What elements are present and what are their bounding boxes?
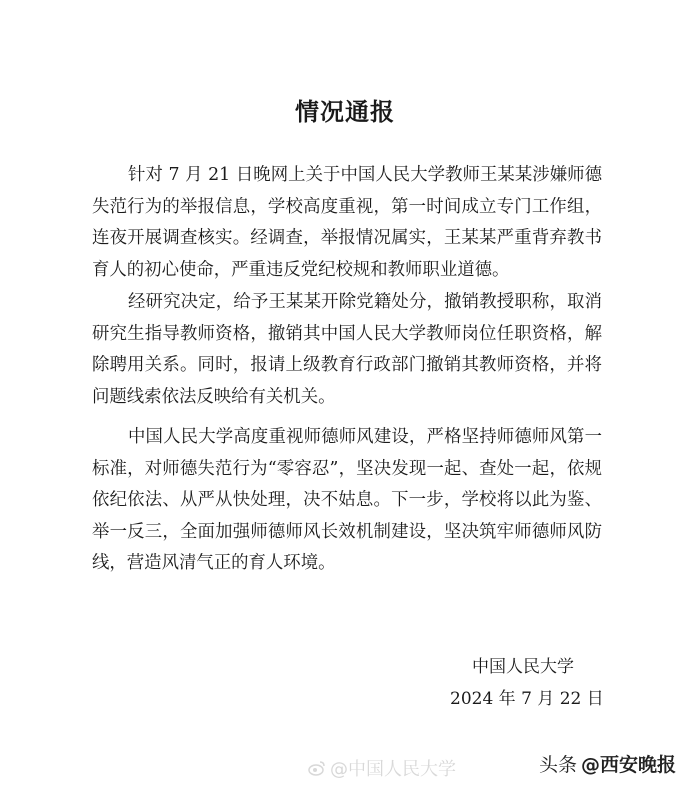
paragraph-1: 针对 7 月 21 日晚网上关于中国人民大学教师王某某涉嫌师德失范行为的举报信息，学校高度重视，第一时间成立专门工作组，连夜开展调查核实。经调查，举报情况属实，王某某严重背弃教书育人的初心使命，严重违反党纪校规和教师职业道德。 bbox=[92, 165, 602, 280]
toutiao-watermark bbox=[539, 750, 676, 777]
signature-organization: 中国人民大学 bbox=[472, 657, 574, 677]
weibo-watermark-text: @中国人民大学 bbox=[330, 759, 456, 780]
weibo-watermark bbox=[308, 755, 456, 781]
paragraph-3: 中国人民大学高度重视师德师风建设，严格坚持师德师风第一标准，对师德失范行为“零容忍”，坚决发现一起、查处一起，依规依纪依法、从严从快处理，决不姑息。下一步，学校将以此为鉴、举一反三，全面加强师德师风长效机制建设，坚决筑牢师德师风防线，营造风清气正的育人环境。 bbox=[92, 427, 602, 573]
weibo-icon bbox=[308, 759, 326, 777]
toutiao-prefix: 头条 bbox=[538, 754, 577, 776]
toutiao-account: @西安晚报 bbox=[580, 754, 676, 776]
notice-title: 情况通报 bbox=[295, 97, 395, 126]
paragraph-2: 经研究决定，给予王某某开除党籍处分，撤销教授职称，取消研究生指导教师资格，撤销其中国人民大学教师岗位任职资格，解除聘用关系。同时，报请上级教育行政部门撤销其教师资格，并将问题线索依法反映给有关机关。 bbox=[92, 292, 602, 407]
signature-date: 2024 年 7 月 22 日 bbox=[450, 689, 604, 709]
